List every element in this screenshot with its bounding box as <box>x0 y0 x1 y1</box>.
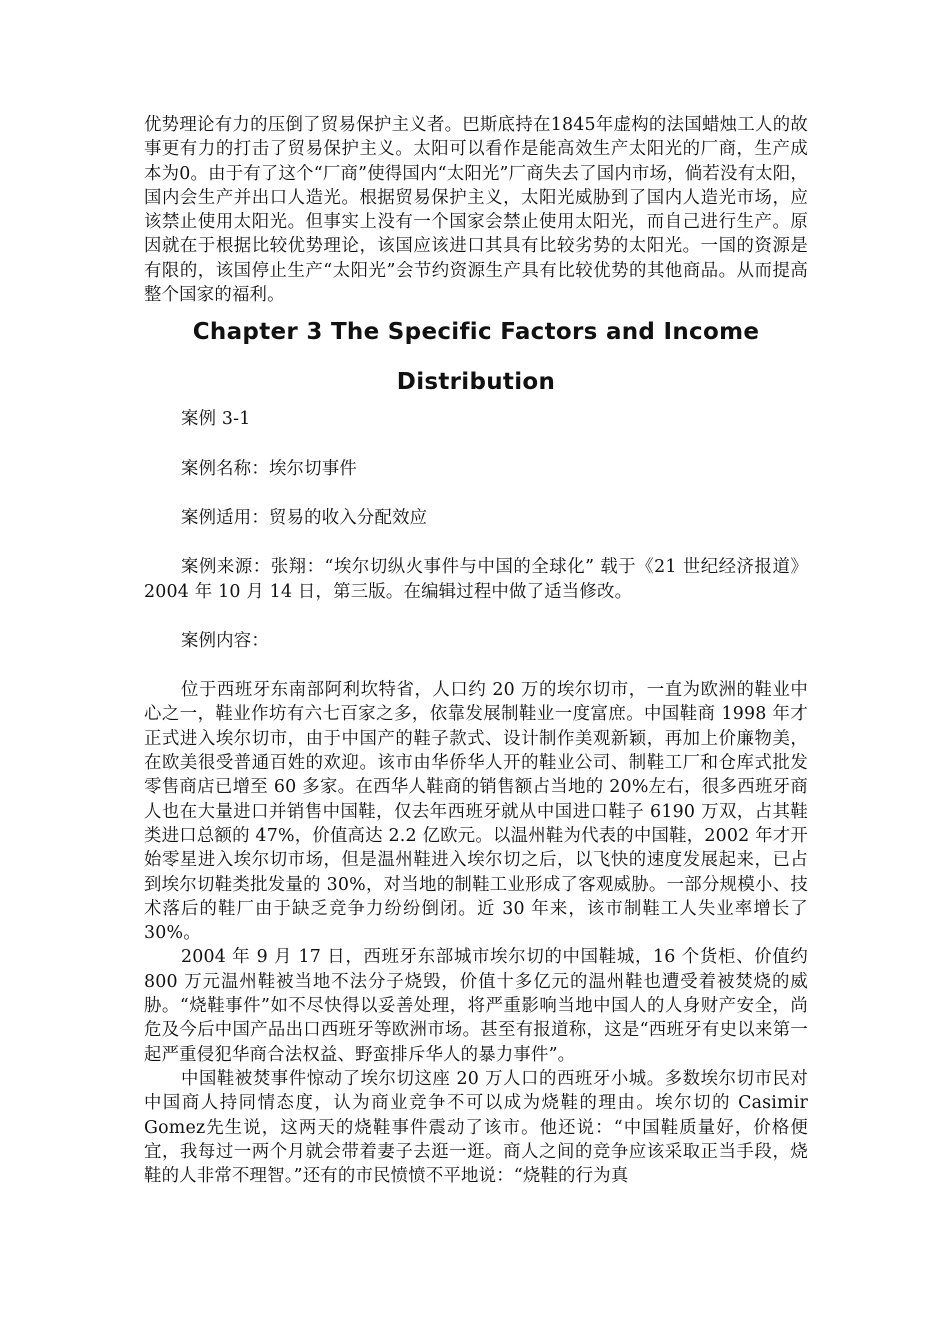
case-source: 案例来源：张翔：“埃尔切纵火事件与中国的全球化” 载于《21 世纪经济报道》 2004 年 10 月 14 日，第三版。在编辑过程中做了适当修改。 <box>144 557 808 602</box>
chapter-title: Chapter 3 The Specific Factors and Income Distribution <box>192 319 760 396</box>
body-paragraph: 2004 年 9 月 17 日，西班牙东部城市埃尔切的中国鞋城，16 个货柜、价值约 800 万元温州鞋被当地不法分子烧毁，价值十多亿元的温州鞋也遭受着被焚烧的威胁。“烧鞋事件”如不尽快得以妥善处理，将严重影响当地中国人的人身财产安全，尚危及今后中国产品出口西班牙等欧洲市场。甚至有报道称，这是“西班牙有史以来第一起严重侵犯华商合法权益、野蛮排斥华人的暴力事件”。 <box>144 947 808 1065</box>
case-number: 案例 3-1 <box>181 409 251 430</box>
body-paragraph: 位于西班牙东南部阿利坎特省，人口约 20 万的埃尔切市，一直为欧洲的鞋业中心之一，鞋业作坊有六七百家之多，依靠发展制鞋业一度富庶。中国鞋商 1998 年才正式进入埃尔切市，由于中国产的鞋子款式、设计制作美观新颖，再加上价廉物美，在欧美很受普通百姓的欢迎。该市由华侨华人开的鞋业公司、制鞋工厂和仓库式批发零售商店已增至 60 多家。在西华人鞋商的销售额占当地的 20%左右，很多西班牙商人也在大量进口并销售中国鞋，仅去年西班牙就从中国进口鞋子 6190 万双，占其鞋类进口总额的 47%，价值高达 2.2 亿欧元。以温州鞋为代表的中国鞋，2002 年才开始零星进入埃尔切市场，但是温州鞋进入埃尔切之后，以飞快的速度发展起来，已占到埃尔切鞋类批发量的 30%，对当地的制鞋工业形成了客观威胁。一部分规模小、技术落后的鞋厂由于缺乏竞争力纷纷倒闭。近 30 年来，该市制鞋工人失业率增长了 30%。 <box>144 680 808 944</box>
case-content-label: 案例内容： <box>181 630 269 651</box>
body-paragraph: 中国鞋被焚事件惊动了埃尔切这座 20 万人口的西班牙小城。多数埃尔切市民对中国商人持同情态度，认为商业竞争不可以成为烧鞋的理由。埃尔切的 Casimir Gomez先生说，这两天的烧鞋事件震动了该市。他还说：“中国鞋质量好，价格便宜，我每过一两个月就会带着妻子去逛一逛。商人之间的竞争应该采取正当手段，烧鞋的人非常不理智。”还有的市民愤愤不平地说：“烧鞋的行为真 <box>144 1068 808 1187</box>
document-page <box>144 113 808 1188</box>
case-name: 案例名称：埃尔切事件 <box>181 458 357 479</box>
intro-paragraph: 优势理论有力的压倒了贸易保护主义者。巴斯底持在1845年虚构的法国蜡烛工人的故事更有力的打击了贸易保护主义。太阳可以看作是能高效生产太阳光的厂商，生产成本为0。由于有了这个“厂商”使得国内“太阳光”厂商失去了国内市场，倘若没有太阳，国内会生产并出口人造光。根据贸易保护主义，太阳光威胁到了国内人造光市场，应该禁止使用太阳光。但事实上没有一个国家会禁止使用太阳光，而自己进行生产。原因就在于根据比较优势理论，该国应该进口其具有比较劣势的太阳光。一国的资源是有限的，该国停止生产“太阳光”会节约资源生产具有比较优势的其他商品。从而提高整个国家的福利。 <box>144 115 808 306</box>
case-applicability: 案例适用：贸易的收入分配效应 <box>181 507 428 528</box>
